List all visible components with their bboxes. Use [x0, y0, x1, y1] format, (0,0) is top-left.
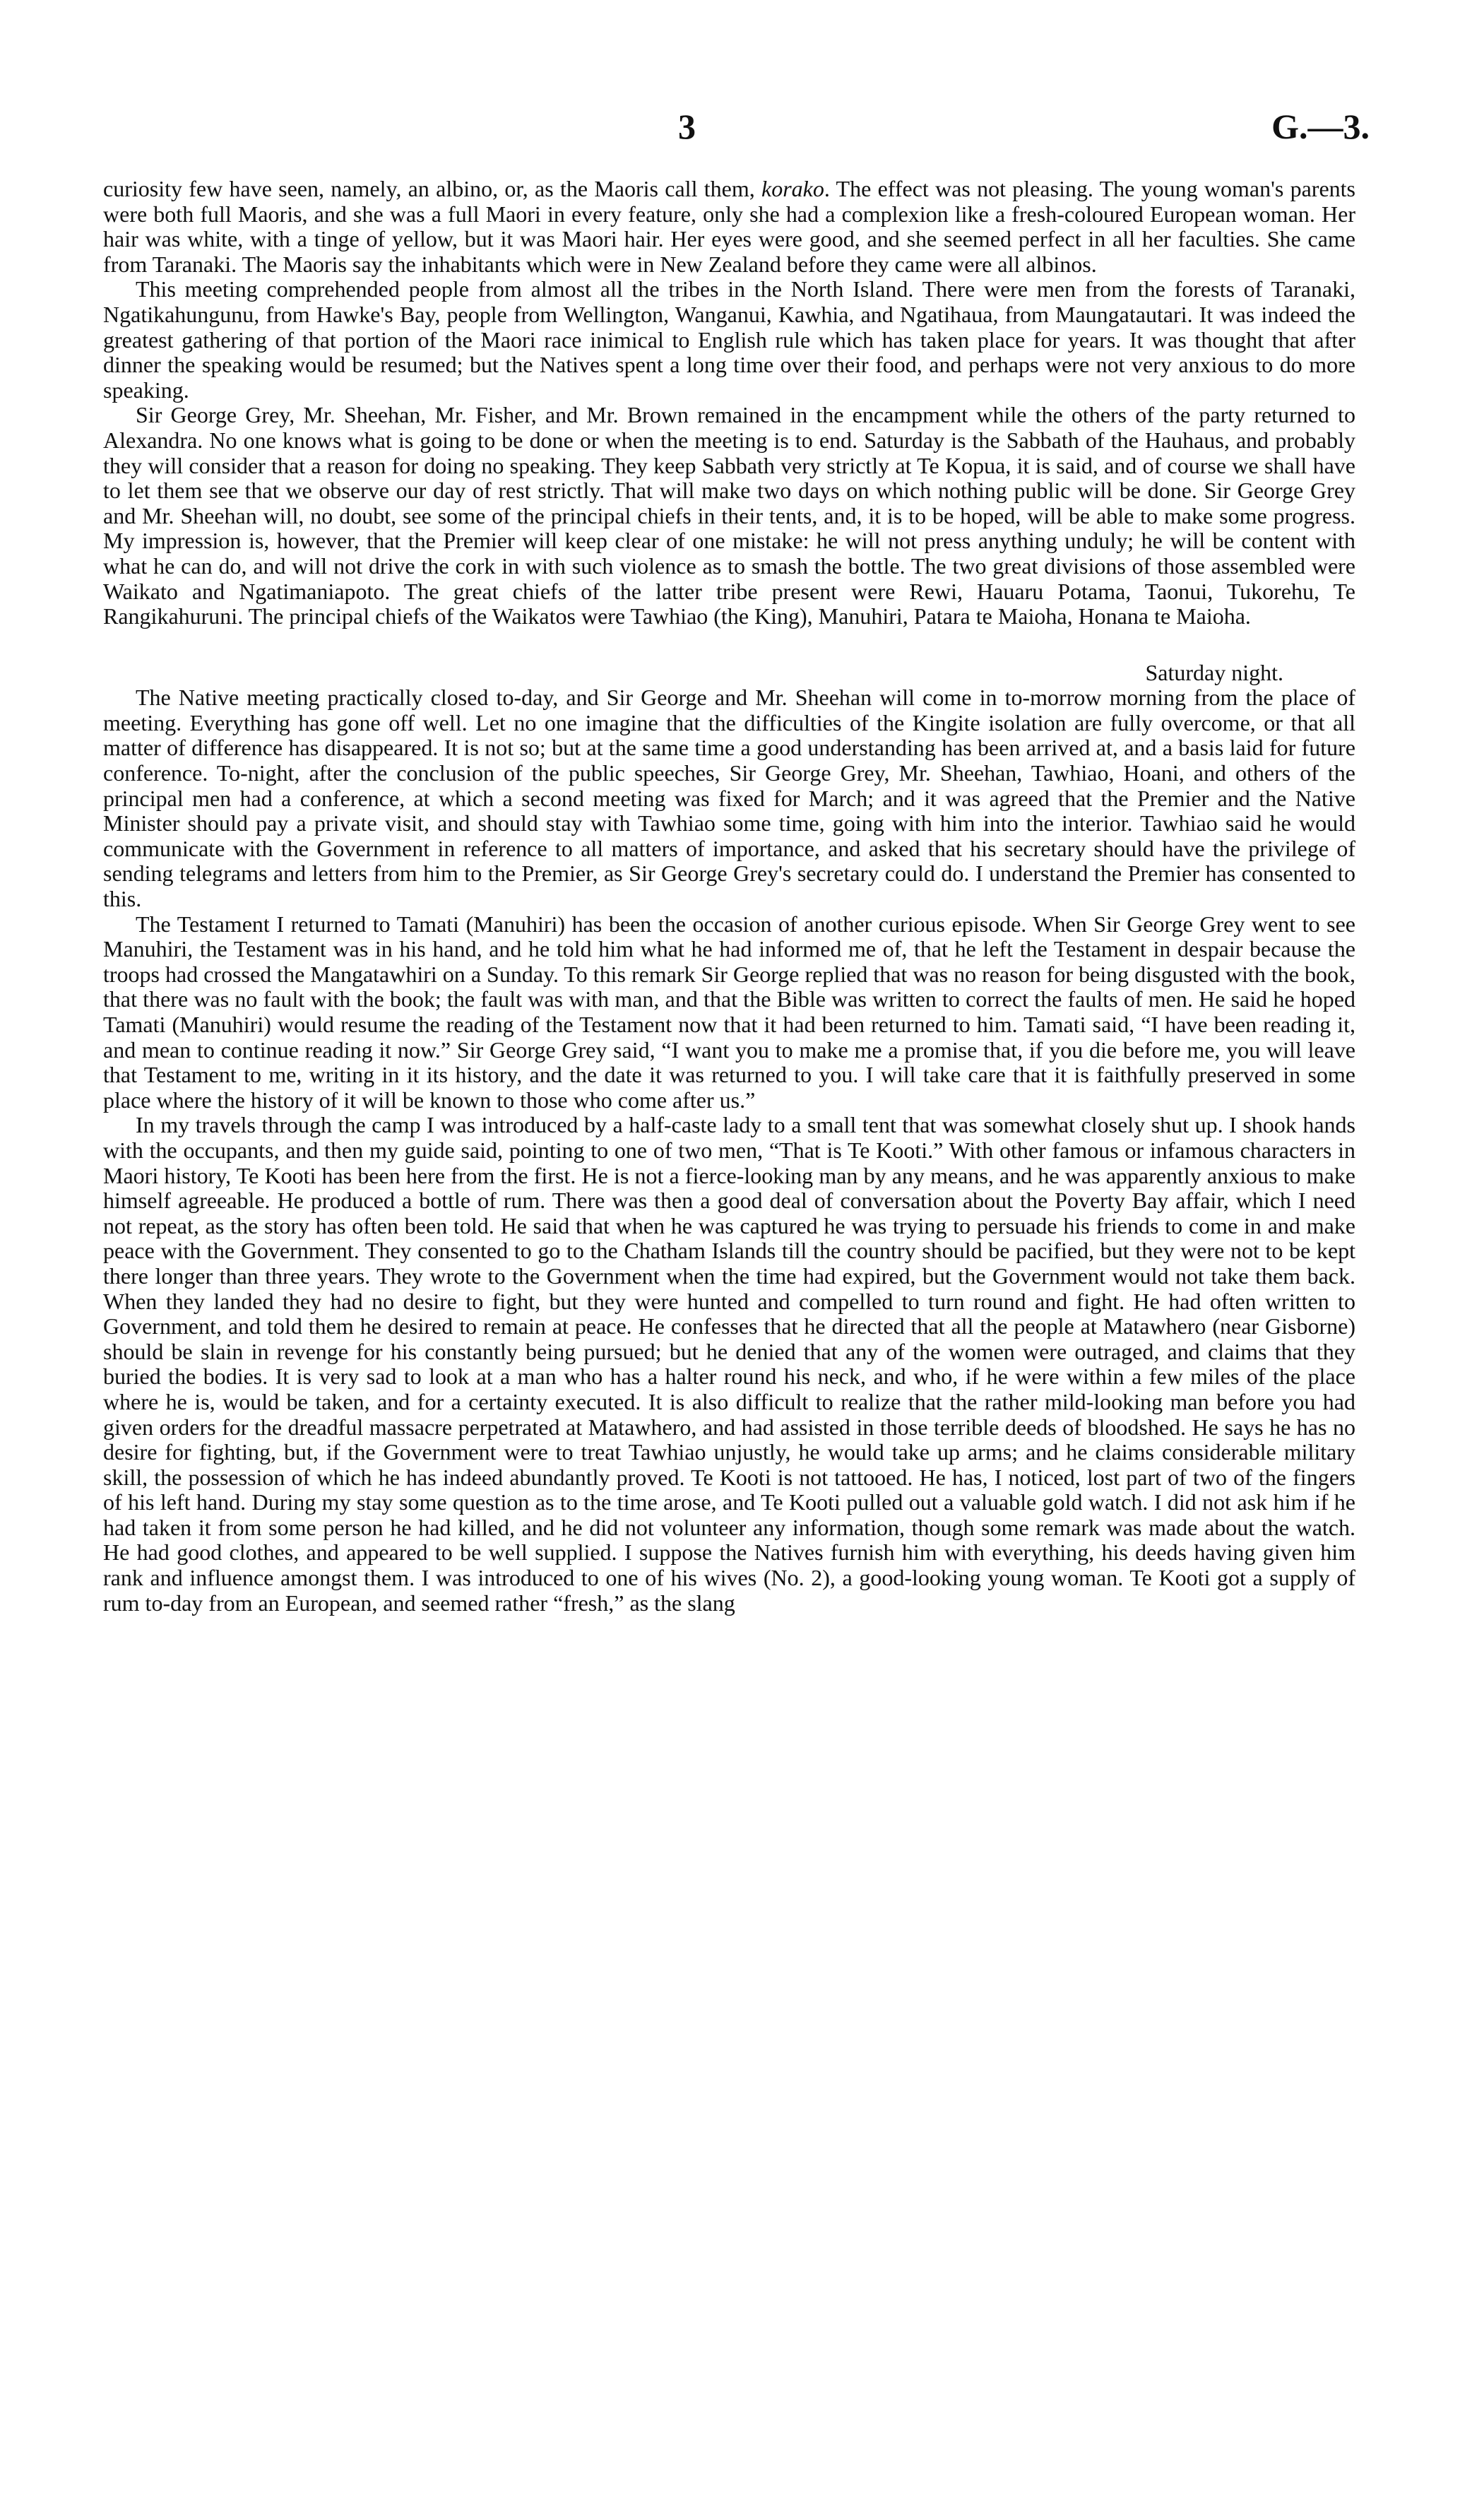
- maori-word-korako: korako: [761, 176, 824, 201]
- dateline: Saturday night.: [1145, 659, 1283, 685]
- page-number: 3: [678, 107, 696, 146]
- paragraph-meeting-tribes: This meeting comprehended people from almost all the tribes in the North Island. There were men from the forests of Taranaki, Ngatikahungunu, from Hawke's Bay, people from Wellington, Wanganui, Kawhia, and Ngatihaua, from Maungatautari. It was indeed the greatest gathering of that portion of the Maori race inimical to English rule which has taken place for years. It was thought that after dinner the speaking would be resumed; but the Natives spent a long time over their food, and perhaps were not very anxious to do more speaking.: [103, 276, 1355, 403]
- page-header: [0, 106, 1460, 148]
- paragraph-te-kooti: In my travels through the camp I was introduced by a half-caste lady to a small tent that was somewhat closely shut up. I shook hands with the occupants, and then my guide said, pointing to one of two men, “That is Te Kooti.” With other famous or infamous characters in Maori history, Te Kooti has been here from the first. He is not a fierce-looking man by any means, and he was apparently anxious to make himself agreeable. He produced a bottle of rum. There was then a good deal of conversation about the Poverty Bay affair, which I need not repeat, as the story has often been told. He said that when he was captured he was trying to persuade his friends to come in and make peace with the Government. They consented to go to the Chatham Islands till the country should be pacified, but they were not to be kept there longer than three years. They wrote to the Government when the time had expired, but the Government would not take them back. When they landed they had no desire to fight, but they were hunted and compelled to turn round and fight. He had often written to Government, and told them he desired to remain at peace. He confesses that he directed that all the people at Matawhero (near Gisborne) should be slain in revenge for his constantly being pursued; but he denied that any of the women were outraged, and claims that they buried the bodies. It is very sad to look at a man who has a halter round his neck, and who, if he were within a few miles of the place where he is, would be taken, and for a certainty executed. It is also difficult to realize that the rather mild-looking man before you had given orders for the dreadful massacre perpetrated at Matawhero, and had assisted in those terrible deeds of bloodshed. He says he has no desire for fighting, but, if the Government were to treat Tawhiao unjustly, he would take up arms; and he claims considerable military skill, the possession of which he has indeed abundantly proved. Te Kooti is not tattooed. He has, I noticed, lost part of two of the fingers of his left hand. During my stay some question as to the time arose, and Te Kooti pulled out a valuable gold watch. I did not ask him if he had taken it from some person he had killed, and he did not volunteer any information, though some remark was made about the watch. He had good clothes, and appeared to be well supplied. I suppose the Natives furnish him with everything, his deeds having given him rank and influence amongst them. I was introduced to one of his wives (No. 2), a good-looking young woman. Te Kooti got a supply of rum to-day from an European, and seemed rather “fresh,” as the slang: [103, 1112, 1355, 1616]
- article-body: [103, 177, 1355, 1616]
- paragraph-encampment: Sir George Grey, Mr. Sheehan, Mr. Fisher, and Mr. Brown remained in the encampment while the others of the party returned to Alexandra. No one knows what is going to be done or when the meeting is to end. Saturday is the Sabbath of the Hauhaus, and probably they will consider that a reason for doing no speaking. They keep Sabbath very strictly at Te Kopua, it is said, and of course we shall have to let them see that we observe our day of rest strictly. That will make two days on which nothing public will be done. Sir George Grey and Mr. Sheehan will, no doubt, see some of the principal chiefs in their tents, and, it is to be hoped, will be able to make some progress. My impression is, however, that the Premier will keep clear of one mistake: he will not press anything unduly; he will be content with what he can do, and will not drive the cork in with such violence as to smash the bottle. The two great divisions of those assembled were Waikato and Ngatimaniapoto. The great chiefs of the latter tribe present were Rewi, Hauaru Potama, Taonui, Tukorehu, Te Rangikahuruni. The principal chiefs of the Waikatos were Tawhiao (the King), Manuhiri, Patara te Maioha, Honana te Maioha.: [103, 402, 1355, 629]
- paragraph-albino-text-a: curiosity few have seen, namely, an albino, or, as the Maoris call them,: [103, 176, 761, 201]
- paragraph-albino: [103, 177, 1355, 277]
- paragraph-albino-text-c: . The effect was not pleasing. The young woman's parents were both full Maoris, and she was a full Maori in every feature, only she had a complexion like a fresh-coloured European woman. Her hair was white, with a tinge of yellow, but it was Maori hair. Her eyes were good, and she seemed perfect in all her faculties. She came from Taranaki. The Maoris say the inhabitants which were in New Zealand before they came were all albinos.: [103, 176, 1356, 277]
- paragraph-testament: The Testament I returned to Tamati (Manuhiri) has been the occasion of another curious episode. When Sir George Grey went to see Manuhiri, the Testament was in his hand, and he told him what he had informed me of, that he left the Testament in despair because the troops had crossed the Mangatawhiri on a Sunday. To this remark Sir George replied that was no reason for being disgusted with the book, that there was no fault with the book; the fault was with man, and that the Bible was written to correct the faults of men. He said he hoped Tamati (Manuhiri) would resume the reading of the Testament now that it had been returned to him. Tamati said, “I have been reading it, and mean to continue reading it now.” Sir George Grey said, “I want you to make me a promise that, if you die before me, you will leave that Testament to me, writing in it its history, and the date it was returned to you. I will take care that it is faithfully preserved in some place where the history of it will be known to those who come after us.”: [103, 911, 1355, 1113]
- paragraph-meeting-closed: The Native meeting practically closed to-day, and Sir George and Mr. Sheehan will come in to-morrow morning from the place of meeting. Everything has gone off well. Let no one imagine that the difficulties of the Kingite isolation are fully overcome, or that all matter of difference has disappeared. It is not so; but at the same time a good understanding has been arrived at, and a basis laid for future conference. To-night, after the conclusion of the public speeches, Sir George Grey, Mr. Sheehan, Tawhiao, Hoani, and others of the principal men had a conference, at which a second meeting was fixed for March; and it was agreed that the Premier and the Native Minister should pay a private visit, and should stay with Tawhiao some time, going with him into the interior. Tawhiao said he would communicate with the Government in reference to all matters of importance, and asked that his secretary should have the privilege of sending telegrams and letters from him to the Premier, as Sir George Grey's secretary could do. I understand the Premier has consented to this.: [103, 685, 1355, 912]
- document-reference: G.—3.: [1271, 107, 1370, 146]
